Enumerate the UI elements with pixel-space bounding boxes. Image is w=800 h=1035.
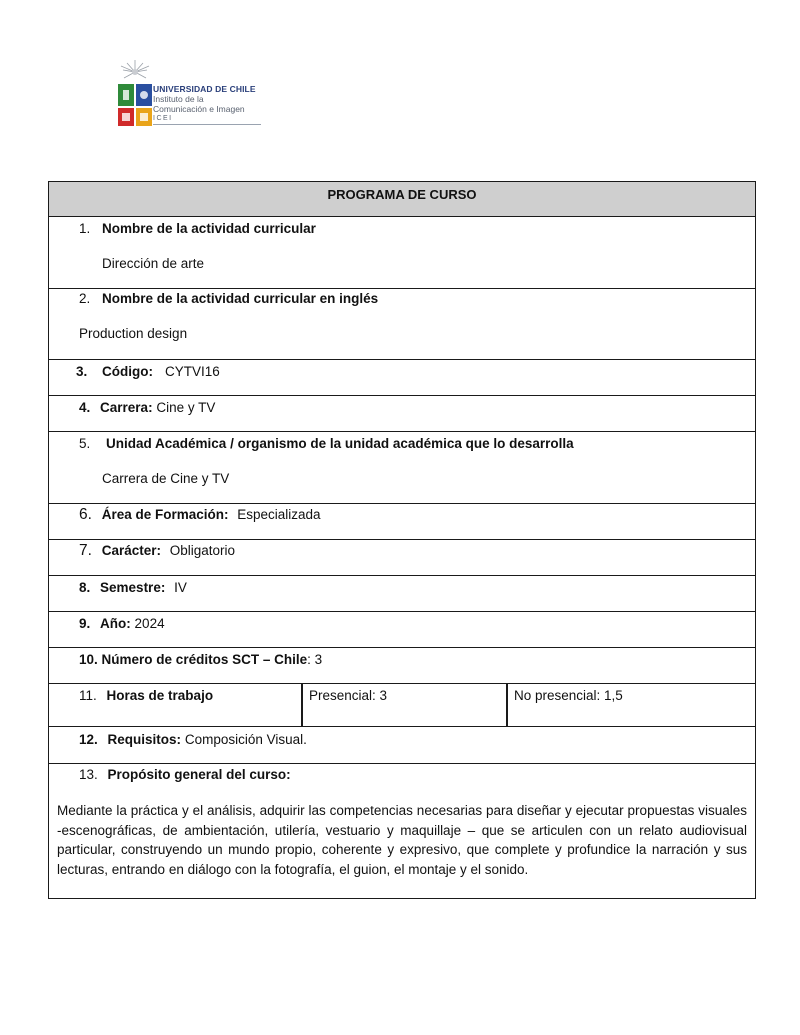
item-number: 7. [79, 542, 92, 559]
item-number: 11. [79, 688, 97, 703]
item-7-row [49, 540, 755, 576]
hours-no-presencial: No presencial: 1,5 [514, 688, 623, 703]
item-label: Código: [102, 364, 153, 379]
course-program-table [48, 181, 756, 899]
item-value: 2024 [134, 616, 165, 631]
item-label: Nombre de la actividad curricular [102, 221, 316, 236]
item-number: 3. [76, 364, 88, 379]
item-label: Número de créditos SCT – Chile [101, 652, 308, 667]
item-number: 4. [79, 400, 91, 415]
item-number: 10. [79, 652, 98, 667]
item-value: Composición Visual. [184, 732, 307, 747]
item-number: 6. [79, 506, 92, 523]
item-4-row [49, 396, 755, 432]
item-label: Carrera: [100, 400, 153, 415]
item-label: Requisitos: [107, 732, 182, 747]
item-9-row [49, 612, 755, 648]
item-label: Semestre: [100, 580, 166, 595]
item-value: Obligatorio [169, 543, 236, 558]
university-name: UNIVERSIDAD DE CHILE [153, 84, 256, 94]
item-number: 2. [79, 291, 91, 306]
item-value: CYTVI16 [165, 364, 220, 379]
item-label: Año: [100, 616, 131, 631]
item-1-row [49, 217, 755, 289]
item-number: 8. [79, 580, 91, 595]
logo-rule [153, 124, 261, 125]
item-label: Horas de trabajo [106, 688, 214, 703]
university-crest-icon [115, 60, 155, 128]
institute-line-1: Instituto de la [153, 94, 204, 104]
university-logo [115, 60, 265, 130]
item-number: 1. [79, 221, 91, 236]
item-10-row [49, 648, 755, 684]
item-label: Propósito general del curso: [107, 767, 291, 782]
item-value: Dirección de arte [102, 256, 205, 271]
item-6-row [49, 504, 755, 540]
item-13-row [49, 764, 755, 898]
course-purpose-text: Mediante la práctica y el análisis, adquirir las competencias necesarias para diseñar y ejecutar propuestas visuales -escenográficas, de ambientación, utilería, vestuario y maquillaje – que se articulen con un relato audiovisual particular, construyendo un mundo propio, coherente y expresivo, que complete y profundice la narración y sus lecturas, entrando en diálogo con la fotografía, el guion, el montaje y el sonido. [57, 803, 747, 877]
item-value: Especializada [237, 507, 321, 522]
item-label: Nombre de la actividad curricular en inglés [102, 291, 379, 306]
item-12-row [49, 727, 755, 764]
item-5-row [49, 432, 755, 504]
item-value: Carrera de Cine y TV [102, 471, 230, 486]
program-header [49, 182, 755, 217]
column-divider [301, 684, 303, 726]
item-value: Production design [79, 326, 188, 341]
column-divider [506, 684, 508, 726]
item-value: Cine y TV [156, 400, 216, 415]
item-label: Carácter: [101, 543, 161, 558]
item-label: Unidad Académica / organismo de la unidad académica que lo desarrolla [106, 436, 574, 451]
institute-abbrev: ICEI [153, 115, 173, 122]
item-value: : 3 [307, 652, 323, 667]
institute-line-2: Comunicación e Imagen [153, 104, 245, 114]
program-title: PROGRAMA DE CURSO [327, 187, 477, 202]
item-3-row [49, 360, 755, 396]
item-11-row [49, 684, 755, 727]
item-2-row [49, 289, 755, 360]
hours-presencial: Presencial: 3 [309, 688, 388, 703]
item-number: 5. [79, 436, 91, 451]
item-number: 12. [79, 732, 98, 747]
item-8-row [49, 576, 755, 612]
item-label: Área de Formación: [101, 507, 229, 522]
item-value: IV [174, 580, 187, 595]
item-number: 9. [79, 616, 91, 631]
item-number: 13. [79, 767, 98, 782]
